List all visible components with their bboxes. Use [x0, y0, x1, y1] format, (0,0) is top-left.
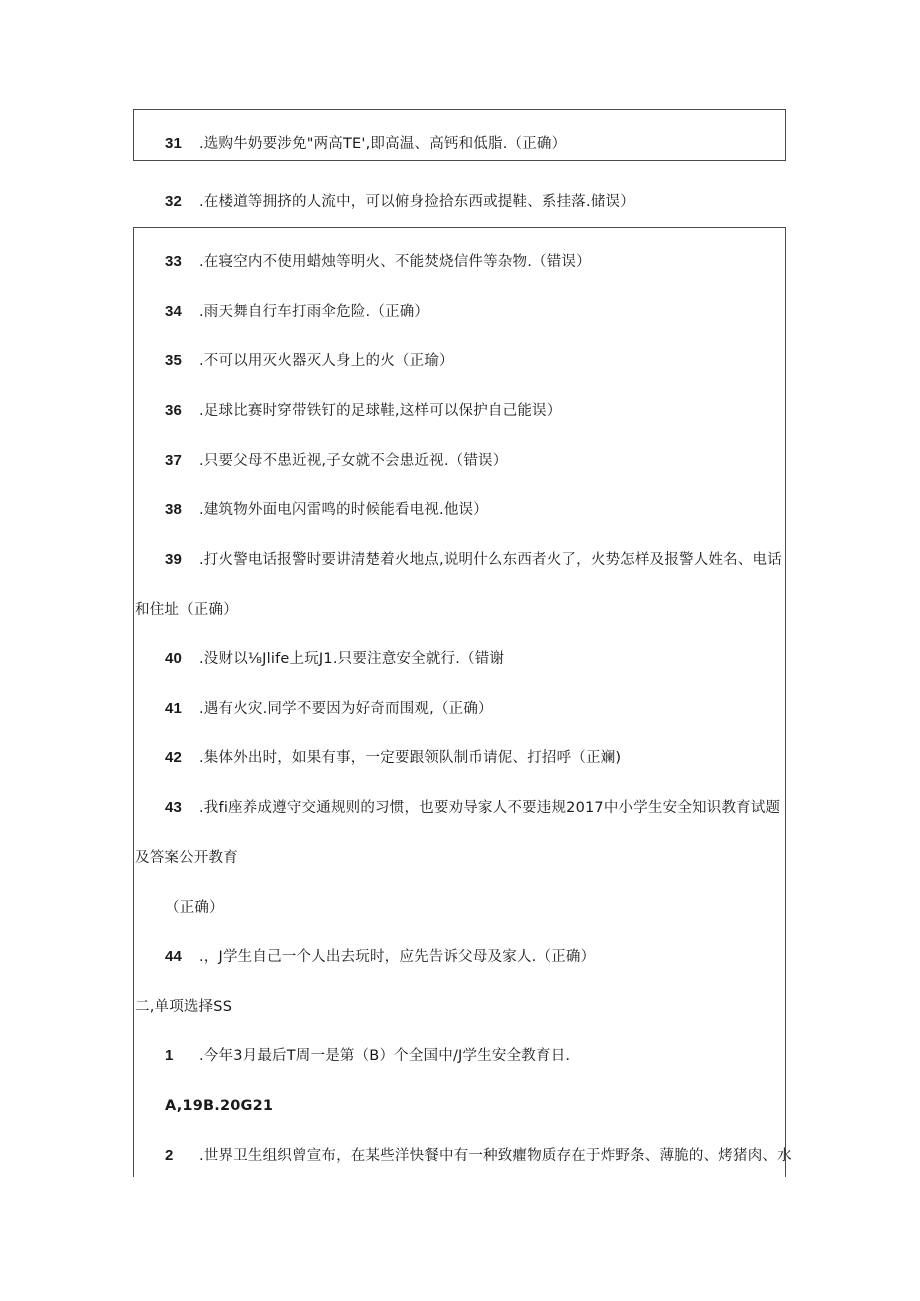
- question-number: 37: [165, 452, 183, 469]
- question-text: .在寝空内不使用蜡烛等明火、不能焚烧信件等杂物.（错误）: [199, 254, 591, 270]
- question-text: .打火警电话报警时要讲清楚着火地点,说明什么东西者火了，火势怎样及报警人姓名、电话: [199, 552, 782, 568]
- question-item: [165, 649, 504, 669]
- question-text: （正确）: [165, 900, 224, 916]
- question-text: .选购牛奶要涉免"两高TE',即高温、高钙和低脂.（正确）: [199, 136, 567, 152]
- question-text: .建筑物外面电闪雷鸣的时候能看电视.他误）: [199, 502, 488, 518]
- question-text: .只要父母不患近视,子女就不会患近视.（错误）: [199, 453, 508, 469]
- question-number: 38: [165, 501, 183, 518]
- question-text: .遇有火灾.同学不要因为好奇而围观,（正确）: [199, 701, 493, 717]
- question-number: 32: [165, 193, 183, 210]
- question-item: [165, 351, 454, 371]
- question-text: 和住址（正确）: [135, 602, 238, 618]
- question-number: 40: [165, 650, 183, 667]
- question-item: [165, 798, 780, 818]
- question-number: 43: [165, 799, 183, 816]
- question-item: [165, 500, 488, 520]
- question-number: 35: [165, 352, 183, 369]
- question-number: 34: [165, 303, 183, 320]
- question-item: [165, 451, 507, 471]
- answer-options-text: A,19B.20G21: [165, 1098, 274, 1114]
- answer-options: [165, 1096, 273, 1116]
- question-number: 42: [165, 749, 183, 766]
- question-number: 33: [165, 253, 183, 270]
- question-text: .没财以⅛Jlife上玩J1.只要注意安全就行.（错谢: [199, 651, 505, 667]
- question-item: [165, 550, 782, 570]
- question-text: .我fi座养成遵守交通规则的习惯，也要劝导家人不要违规2017中小学生安全知识教育试题: [199, 800, 781, 816]
- question-item: [165, 947, 595, 967]
- question-item: [165, 302, 429, 322]
- question-item: [165, 252, 591, 272]
- question-number: 31: [165, 135, 183, 152]
- question-text: .在楼道等拥挤的人流中，可以俯身捡拾东西或提鞋、系挂落.储误）: [199, 194, 635, 210]
- question-continuation: [165, 898, 224, 918]
- section-heading-text: 二,单项选择SS: [135, 999, 233, 1015]
- question-item: [165, 1146, 792, 1166]
- question-item: [165, 134, 566, 154]
- question-text: .不可以用灭火器灭人身上的火（正瑜）: [199, 353, 454, 369]
- question-item: [165, 401, 561, 421]
- question-item: [165, 699, 493, 719]
- question-text: .足球比赛时穿带铁钉的足球鞋,这样可以保护自己能误）: [199, 403, 562, 419]
- question-continuation: [135, 600, 238, 620]
- question-text: .雨天舞自行车打雨伞危险.（正确）: [199, 304, 430, 320]
- question-number: 44: [165, 948, 183, 965]
- question-number: 36: [165, 402, 183, 419]
- question-text: .集体外出时，如果有事，一定要跟领队制币请伲、打招呼（正斓): [199, 750, 622, 766]
- question-text: .，J学生自己一个人出去玩时，应先告诉父母及家人.（正确）: [199, 949, 596, 965]
- question-text: 及答案公开教育: [135, 850, 238, 866]
- question-item: [165, 748, 621, 768]
- question-text: .世界卫生组织曾宣布，在某些洋快餐中有一种致癯物质存在于炸野条、薄脆的、烤猪肉、水: [199, 1148, 792, 1164]
- question-text: .今年3月最后T周一是第（B）个全国中/J学生安全教育日.: [199, 1048, 571, 1064]
- question-number: 2: [165, 1147, 174, 1164]
- question-item: [165, 1046, 570, 1066]
- question-continuation: [135, 848, 238, 868]
- question-number: 39: [165, 551, 183, 568]
- question-number: 41: [165, 700, 183, 717]
- section-heading: [135, 997, 232, 1017]
- question-number: 1: [165, 1047, 174, 1064]
- question-item: [165, 192, 635, 212]
